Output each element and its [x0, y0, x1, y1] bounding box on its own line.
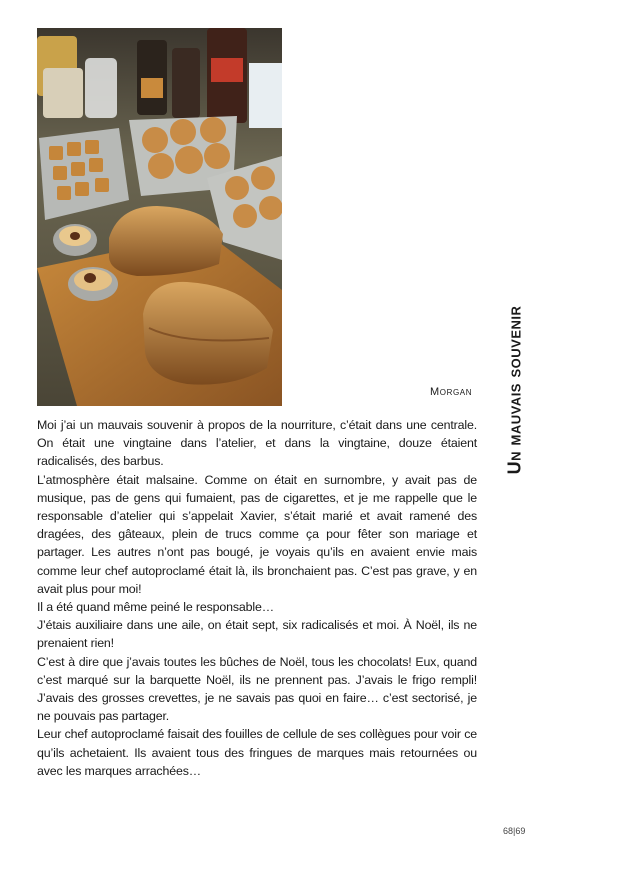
author-name: Morgan	[430, 386, 473, 398]
paragraph: Moi j’ai un mauvais souvenir à propos de la nourriture, c’était dans une centrale. On était une vingtaine dans l’atelier, et dans la vingtaine, douze étaient radicalisés, des barbus.	[37, 418, 477, 469]
chapter-title	[500, 275, 530, 505]
paragraph: L’atmosphère était malsaine. Comme on était en surnombre, y avait pas de musique, pas de gens qui fumaient, pas de cigarettes, et je me rappelle que le responsable d’atelier qui s’appelait Xavier, s’était marié et avait ramené des dragées, des gâteaux, plein de trucs comme ça pour fêter son mariage et partager. Les autres n’ont pas bougé, je voyais qu’ils en avaient envie mais comme leur chef autoproclamé était là, ils bronchaient pas. C’est pas grave, y en avait plus pour moi!	[37, 472, 477, 596]
food-photo	[37, 28, 282, 406]
paragraph: C’est à dire que j’avais toutes les bûches de Noël, tous les chocolats! Eux, quand c’est marqué sur la barquette Noël, ils ne prennent pas. J’avais le frigo rempli! J’avais des grosses crevettes, je ne savais pas quoi en faire… c’est sectorisé, je ne pouvais pas partager.	[37, 654, 477, 724]
story-text	[37, 416, 477, 780]
paragraph: J’étais auxiliaire dans une aile, on était sept, six radicalisés et moi. À Noël, ils ne prenaient rien!	[37, 618, 477, 651]
paragraph: Il a été quand même peiné le responsable…	[37, 600, 274, 615]
chapter-title-text: Un mauvais souvenir	[504, 305, 525, 475]
page-number: 68|69	[503, 826, 526, 836]
paragraph: Leur chef autoproclamé faisait des fouilles de cellule de ses collègues pour voir ce qu’ils achetaient. Ils avaient tous des fringues de marques mais retournées ou avec les marques arrachées…	[37, 727, 477, 778]
